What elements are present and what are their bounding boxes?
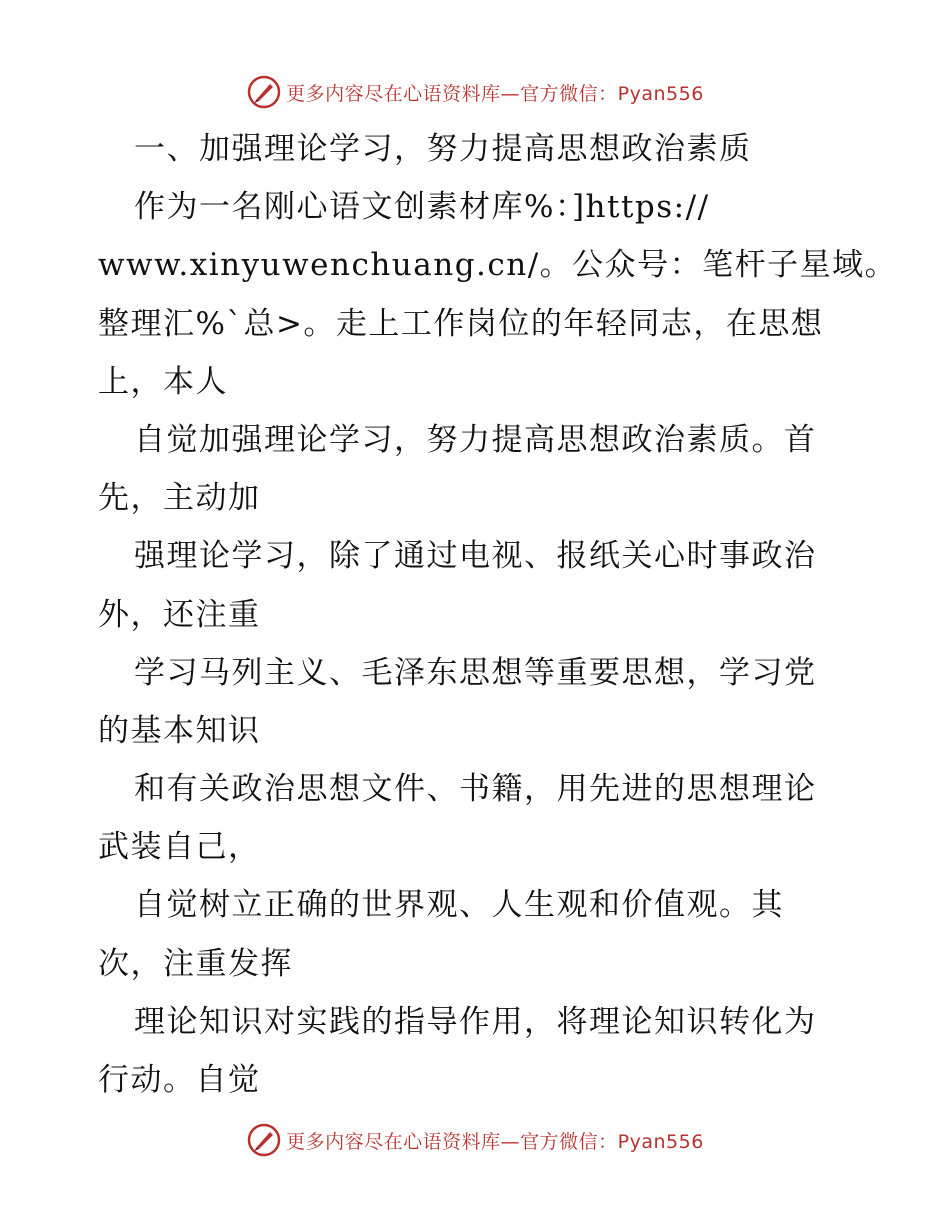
- paragraph-line: 武装自己，: [98, 829, 261, 866]
- paragraph-line: 强理论学习，除了通过电视、报纸关心时事政治: [134, 538, 817, 575]
- footer-banner-text: 更多内容尽在心语资料库—官方微信：Pyan556: [286, 1130, 704, 1153]
- paragraph-line: 上，本人: [98, 363, 228, 400]
- paragraph-line: 先，主动加: [98, 480, 261, 517]
- paragraph-line: 作为一名刚心语文创素材库%：]https://: [134, 189, 710, 226]
- paragraph-line: 外，还注重: [98, 596, 261, 633]
- paragraph-line: 次，注重发挥: [98, 945, 293, 982]
- quill-pen-logo-icon: [246, 1122, 282, 1158]
- quill-pen-logo-icon: [246, 74, 282, 110]
- paragraph-line: 的基本知识: [98, 712, 261, 749]
- paragraph-line: 行动。自觉: [98, 1062, 261, 1098]
- paragraph-line: 自觉加强理论学习，努力提高思想政治素质。首: [134, 421, 817, 458]
- header-watermark: [0, 72, 950, 112]
- paragraph-line: 和有关政治思想文件、书籍，用先进的思想理论: [134, 771, 817, 808]
- paragraph-line: 自觉树立正确的世界观、人生观和价值观。其: [134, 887, 784, 924]
- paragraph-line: www.xinyuwenchuang.cn/。公众号：笔杆子星域。: [98, 247, 898, 284]
- footer-watermark: [0, 1120, 950, 1160]
- section-heading: 一、加强理论学习，努力提高思想政治素质: [134, 131, 752, 167]
- header-banner-text: 更多内容尽在心语资料库—官方微信：Pyan556: [286, 82, 704, 105]
- paragraph-line: 整理汇%`总>。走上工作岗位的年轻同志，在思想: [98, 305, 824, 342]
- document-body: [98, 120, 898, 1109]
- paragraph-line: 理论知识对实践的指导作用，将理论知识转化为: [134, 1003, 817, 1040]
- paragraph-line: 学习马列主义、毛泽东思想等重要思想，学习党: [134, 654, 817, 691]
